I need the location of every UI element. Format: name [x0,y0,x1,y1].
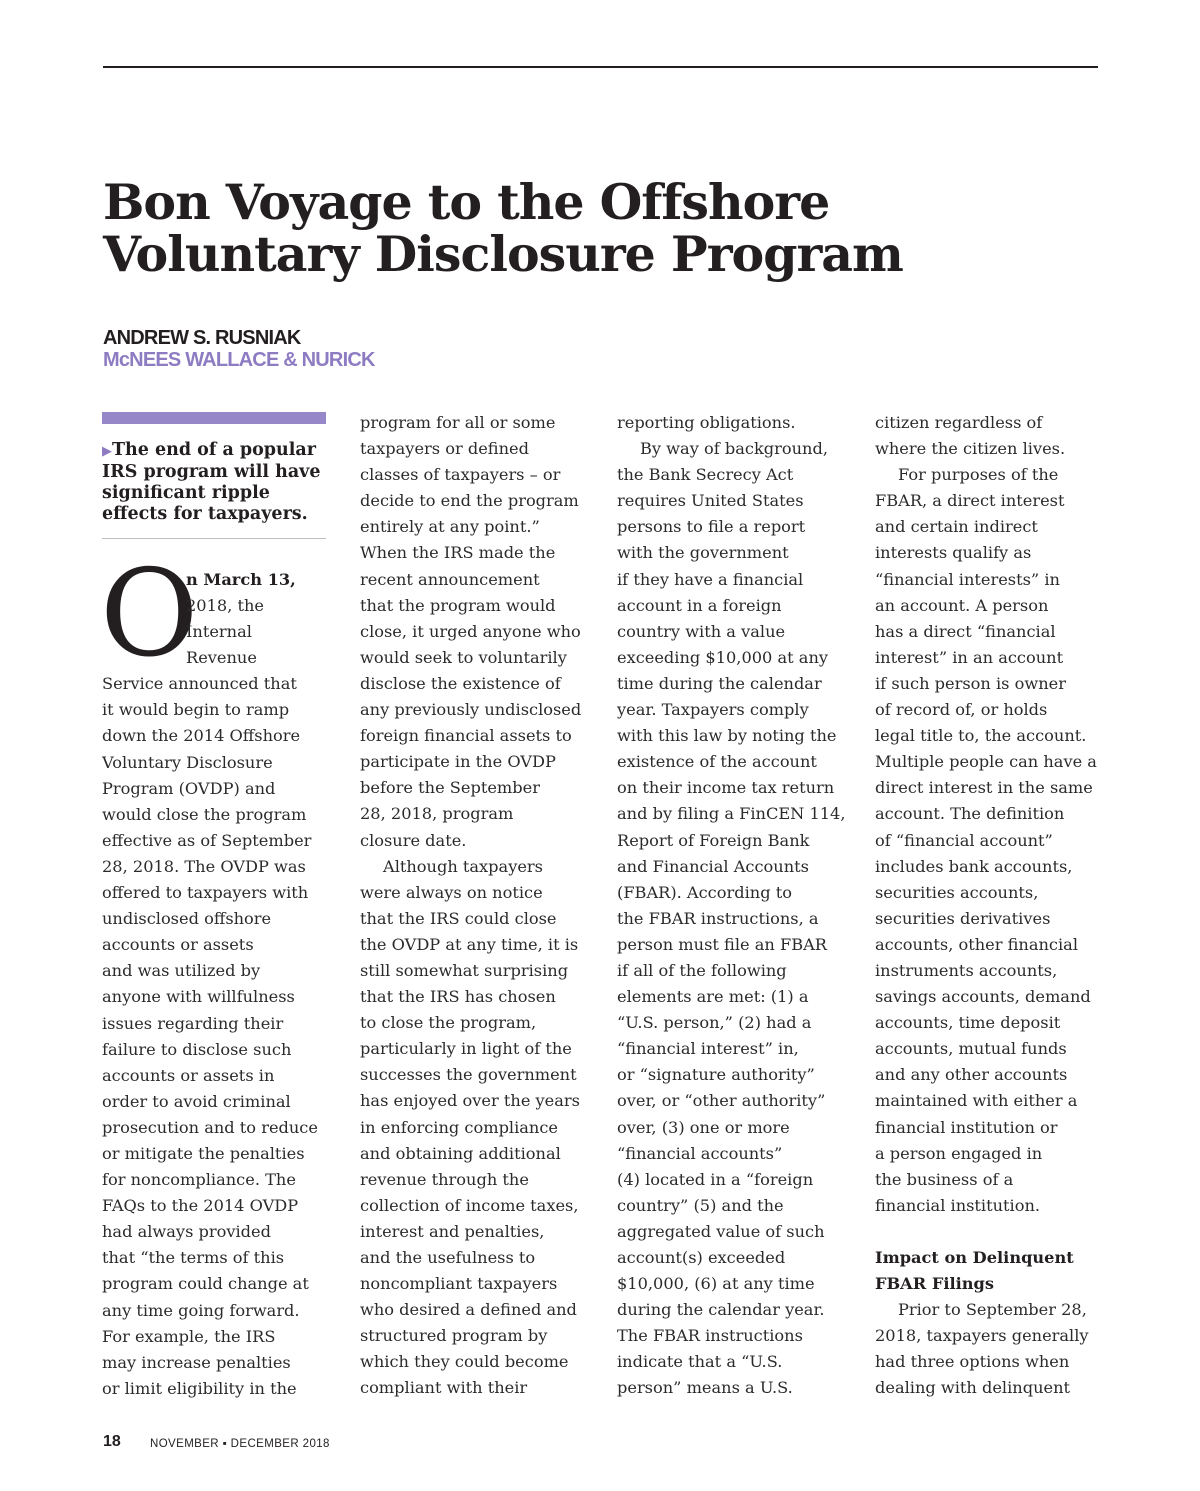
text-line: interests qualify as [875,543,1032,563]
text-line: program for all or some [360,413,556,432]
column-3-paragraph-1 [617,410,847,436]
text-line: By way of background, [640,439,828,459]
text-line: order to avoid criminal [102,1091,291,1111]
text-line: of “financial account” [875,830,1053,850]
text-line: participate in the OVDP [360,752,556,772]
page-number: 18 [103,1433,121,1450]
text-line: with the government [617,543,789,563]
text-line: Multiple people can have a [875,752,1097,772]
text-line: before the September [360,778,540,798]
text-line: Revenue [186,648,257,668]
text-line: foreign financial assets to [360,726,572,746]
text-line: the OVDP at any time, it is [360,934,579,954]
text-line: noncompliant taxpayers [360,1274,558,1294]
text-line: may increase penalties [102,1352,291,1372]
text-line: still somewhat surprising [360,960,569,980]
text-line: if such person is owner [875,673,1066,693]
text-line: Voluntary Disclosure [102,752,273,772]
title-line-2: Voluntary Disclosure Program [103,225,903,283]
text-line: that “the terms of this [102,1248,285,1268]
text-line: maintained with either a [875,1091,1078,1111]
text-line: that the program would [360,595,556,615]
text-line: the business of a [875,1169,1014,1189]
text-line: if they have a financial [617,569,804,589]
text-line: FBAR Filings [875,1274,994,1293]
text-line: (4) located in a “foreign [617,1169,814,1189]
text-line: program could change at [102,1274,309,1294]
issue-date: NOVEMBER ▪ DECEMBER 2018 [150,1438,330,1450]
pullquote-text: The end of a popular IRS program will have significant ripple effects for taxpayers. [102,440,321,524]
text-line: and certain indirect [875,517,1038,537]
text-line: “financial interest” in, [617,1039,799,1059]
text-line: and any other accounts [875,1065,1068,1085]
column-2 [360,410,590,1402]
text-line: “U.S. person,” (2) had a [617,1013,812,1033]
text-line: issues regarding their [102,1013,284,1033]
text-line: exceeding $10,000 at any [617,647,829,667]
author-name: ANDREW S. RUSNIAK [103,327,301,349]
author-firm: McNEES WALLACE & NURICK [103,349,375,371]
text-line: a person engaged in [875,1143,1043,1163]
section-heading [875,1245,1105,1297]
text-line: successes the government [360,1065,577,1085]
text-line: citizen regardless of [875,413,1043,432]
text-line: it would begin to ramp [102,700,290,720]
text-line: or mitigate the penalties [102,1143,305,1163]
text-line: and was utilized by [102,961,261,981]
text-line: account in a foreign [617,595,782,615]
text-line: had three options when [875,1352,1070,1372]
text-line: country with a value [617,621,786,641]
text-line: account. The definition [875,804,1065,824]
text-line: dealing with delinquent [875,1378,1071,1398]
text-line: an account. A person [875,595,1049,615]
text-line: that the IRS could close [360,908,557,928]
lead-bold-text: n March 13, [186,570,296,589]
text-line: effective as of September [102,830,312,850]
text-line: revenue through the [360,1169,529,1189]
text-line: securities accounts, [875,882,1039,902]
text-line: disclose the existence of [360,673,561,693]
text-line: has enjoyed over the years [360,1091,580,1111]
text-line: down the 2014 Offshore [102,726,301,746]
text-line: closure date. [360,830,467,850]
text-line: over, or “other authority” [617,1091,826,1111]
text-line: (FBAR). According to [617,882,792,902]
text-line: has a direct “financial [875,621,1056,641]
text-line: during the calendar year. [617,1300,825,1320]
text-line: “financial accounts” [617,1143,783,1163]
text-line: aggregated value of such [617,1221,825,1241]
text-line: to close the program, [360,1013,537,1033]
column-1-lead [186,567,326,593]
text-line: “financial interests” in [875,569,1060,589]
text-line: Although taxpayers [383,856,543,876]
drop-cap: O [100,545,199,684]
text-line: anyone with willfulness [102,987,295,1007]
text-line: Program (OVDP) and [102,778,276,798]
text-line: Impact on Delinquent [875,1247,1074,1267]
pullquote-accent-bar [102,412,326,424]
pullquote [102,440,328,525]
text-line: $10,000, (6) at any time [617,1274,815,1294]
text-line: accounts or assets [102,935,254,955]
column-4 [875,410,1105,1401]
text-line: For purposes of the [898,465,1059,485]
text-line: any previously undisclosed [360,700,582,720]
text-line: had always provided [102,1222,271,1242]
text-line: for noncompliance. The [102,1170,296,1190]
text-line: Service announced that [102,674,297,694]
text-line: indicate that a “U.S. [617,1352,783,1372]
text-line: where the citizen lives. [875,439,1066,459]
text-line: When the IRS made the [360,543,556,563]
text-line: structured program by [360,1326,548,1346]
text-line: if all of the following [617,960,787,980]
text-line: interest” in an account [875,647,1064,667]
column-4-paragraph-1 [875,410,1105,462]
column-1-paragraph [102,593,328,1402]
text-line: close, it urged anyone who [360,621,581,641]
text-line: persons to file a report [617,517,806,537]
text-line: which they could become [360,1352,569,1372]
text-line: in enforcing compliance [360,1117,559,1137]
column-1-body [102,593,328,1402]
text-line: the FBAR instructions, a [617,908,819,928]
text-line: would close the program [102,804,307,824]
column-4-paragraph-2 [875,462,1105,1219]
text-line: and obtaining additional [360,1143,561,1163]
text-line: or “signature authority” [617,1065,815,1085]
column-2-paragraph-2 [360,854,590,1402]
text-line: financial institution. [875,1195,1041,1215]
text-line: FAQs to the 2014 OVDP [102,1196,299,1216]
text-line: accounts or assets in [102,1065,275,1085]
text-line: The FBAR instructions [617,1326,803,1346]
text-line: interest and penalties, [360,1221,545,1241]
text-line: that the IRS has chosen [360,987,556,1007]
text-line: and Financial Accounts [617,856,809,876]
text-line: Internal [186,622,252,642]
text-line: any time going forward. [102,1300,300,1320]
text-line: elements are met: (1) a [617,987,809,1007]
text-line: offered to taxpayers with [102,883,309,903]
text-line: recent announcement [360,569,540,589]
text-line: decide to end the program [360,491,579,511]
text-line: legal title to, the account. [875,726,1087,746]
column-2-paragraph-1 [360,410,590,854]
title-line-1: Bon Voyage to the Offshore [103,173,830,231]
top-rule [103,66,1098,68]
pullquote-divider [102,538,326,539]
text-line: prosecution and to reduce [102,1117,318,1137]
text-line: existence of the account [617,752,817,772]
triangle-right-icon: ▶ [102,444,112,459]
text-line: on their income tax return [617,778,835,798]
text-line: time during the calendar [617,673,822,693]
text-line: person must file an FBAR [617,934,827,954]
text-line: country” (5) and the [617,1195,784,1215]
text-line: 2018, the [186,596,264,615]
text-line: 2018, taxpayers generally [875,1326,1089,1346]
text-line: collection of income taxes, [360,1195,579,1215]
text-line: undisclosed offshore [102,909,272,929]
text-line: For example, the IRS [102,1326,276,1346]
text-line: year. Taxpayers comply [617,700,809,720]
text-line: and the usefulness to [360,1248,536,1267]
text-line: classes of taxpayers – or [360,465,561,485]
column-3 [617,410,847,1402]
text-line: accounts, other financial [875,934,1078,954]
text-line: entirely at any point.” [360,517,540,537]
text-line: savings accounts, demand [875,987,1091,1007]
text-line: taxpayers or defined [360,439,529,459]
text-line: compliant with their [360,1378,528,1398]
text-line: would seek to voluntarily [360,647,567,667]
article-title [103,173,1103,283]
column-4-paragraph-3 [875,1297,1105,1401]
section-spacer [875,1219,1105,1245]
text-line: securities derivatives [875,908,1051,928]
text-line: failure to disclose such [102,1039,292,1059]
text-line: over, (3) one or more [617,1117,790,1137]
text-line: account(s) exceeded [617,1248,786,1267]
text-line: or limit eligibility in the [102,1378,297,1398]
text-line: requires United States [617,491,804,511]
column-3-paragraph-2 [617,436,847,1401]
text-line: 28, 2018, program [360,804,514,824]
text-line: financial institution or [875,1117,1058,1137]
text-line: accounts, time deposit [875,1013,1061,1033]
text-line: FBAR, a direct interest [875,491,1065,511]
text-line: with this law by noting the [617,726,837,746]
text-line: includes bank accounts, [875,856,1073,876]
text-line: accounts, mutual funds [875,1039,1067,1059]
text-line: of record of, or holds [875,700,1048,720]
text-line: were always on notice [360,882,543,902]
text-line: particularly in light of the [360,1039,572,1059]
text-line: Report of Foreign Bank [617,830,810,850]
text-line: instruments accounts, [875,960,1058,980]
text-line: who desired a defined and [360,1300,577,1320]
text-line: and by filing a FinCEN 114, [617,804,846,824]
text-line: 28, 2018. The OVDP was [102,856,306,876]
text-line: direct interest in the same [875,778,1093,798]
text-line: person” means a U.S. [617,1378,793,1398]
text-line: the Bank Secrecy Act [617,465,794,485]
text-line: Prior to September 28, [898,1300,1087,1320]
text-line: reporting obligations. [617,413,796,432]
